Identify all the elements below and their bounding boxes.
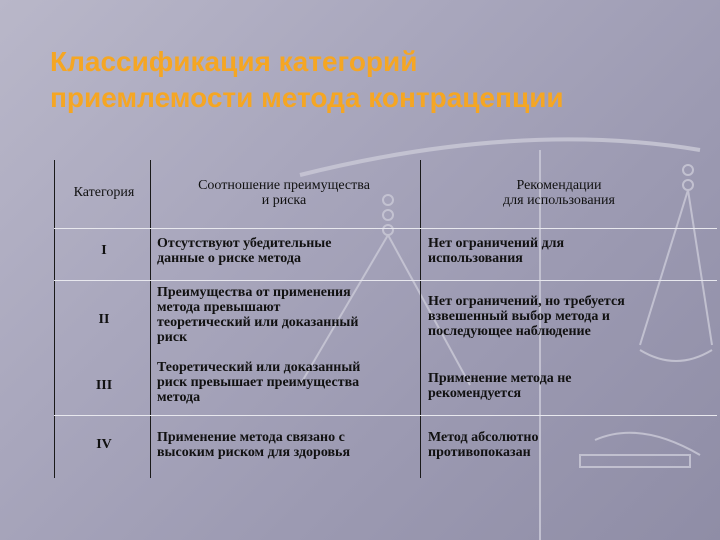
- slide-title: [50, 44, 690, 116]
- categories-table: [54, 160, 719, 478]
- recommendation-line: Нет ограничений, но требуется: [428, 294, 625, 309]
- ratio-line: высоким риском для здоровья: [157, 445, 351, 460]
- ratio-line: Теоретический или доказанный: [157, 360, 361, 375]
- row-recommendation-1: [428, 236, 713, 266]
- row-category-4: IV: [96, 437, 112, 452]
- row-ratio-4: [157, 430, 415, 460]
- title-line-2: приемлемости метода контрацепции: [50, 82, 564, 113]
- row-recommendation-2: [428, 294, 713, 339]
- title-line-1: Классификация категорий: [50, 46, 418, 77]
- row-category-2: II: [98, 312, 110, 327]
- ratio-line: риск: [157, 330, 188, 345]
- ratio-line: Преимущества от применения: [157, 285, 351, 300]
- row-ratio-2: [157, 285, 415, 345]
- row-recommendation-3: [428, 371, 713, 401]
- ratio-line: Отсутствуют убедительные: [157, 236, 332, 251]
- recommendation-line: Нет ограничений для: [428, 236, 565, 251]
- recommendation-line: Метод абсолютно: [428, 430, 539, 445]
- ratio-line: Применение метода связано с: [157, 430, 345, 445]
- recommendation-line: использования: [428, 251, 523, 266]
- header-recommendation: [434, 178, 684, 208]
- header-recommendation-line: Рекомендации: [516, 178, 602, 193]
- recommendation-line: Применение метода не: [428, 371, 572, 386]
- header-ratio: [164, 178, 404, 208]
- recommendation-line: рекомендуется: [428, 386, 522, 401]
- ratio-line: теоретический или доказанный: [157, 315, 359, 330]
- header-ratio-line: и риска: [261, 193, 307, 208]
- ratio-line: риск превышает преимущества: [157, 375, 360, 390]
- row-divider: [54, 228, 717, 229]
- row-category-1: I: [101, 243, 107, 258]
- row-ratio-3: [157, 360, 415, 405]
- recommendation-line: последующее наблюдение: [428, 324, 591, 339]
- header-ratio-line: Соотношение преимущества: [198, 178, 370, 193]
- row-ratio-1: [157, 236, 415, 266]
- row-divider: [54, 415, 717, 416]
- header-recommendation-line: для использования: [503, 193, 615, 208]
- row-divider: [54, 280, 717, 281]
- ratio-line: метода: [157, 390, 201, 405]
- recommendation-line: взвешенный выбор метода и: [428, 309, 610, 324]
- recommendation-line: противопоказан: [428, 445, 531, 460]
- ratio-line: данные о риске метода: [157, 251, 301, 266]
- header-category: Категория: [73, 185, 135, 200]
- ratio-line: метода превышают: [157, 300, 281, 315]
- row-category-3: III: [95, 378, 113, 393]
- column-divider: [420, 160, 421, 478]
- row-recommendation-4: [428, 430, 713, 460]
